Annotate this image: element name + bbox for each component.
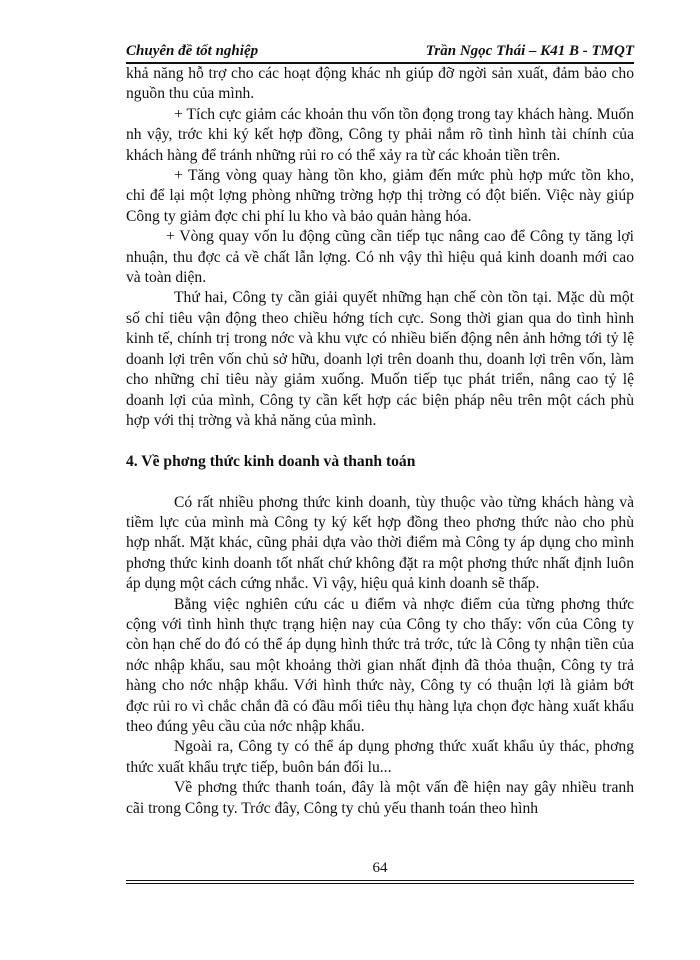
- paragraph-bullet-working-capital: + Vòng quay vốn lu động cũng cần tiếp tục nâng cao để Công ty tăng lợi nhuận, thu đợc cả về chất lẫn lợng. Có nh vậy thì hiệu quả kinh doanh mới cao và toàn diện.: [126, 228, 634, 287]
- paragraph-continuation: khả năng hỗ trợ cho các hoạt động khác nh giúp đỡ ngời sản xuất, đảm bảo cho nguồn thu của mình.: [126, 65, 634, 103]
- paragraph-second-point: Thứ hai, Công ty cần giải quyết những hạn chế còn tồn tại. Mặc dù một số chỉ tiêu vận động theo chiều hớng tích cực. Song thời gian qua do tình hình kinh tế, chính trị trong nớc và khu vực có nhiều biến động nên ảnh hởng tới tỷ lệ doanh lợi trên vốn chủ sở hữu, doanh lợi trên doanh thu, doanh lợi trên vốn, làm cho những chỉ tiêu này giảm xuống. Muốn tiếp tục phát triển, nâng cao tỷ lệ doanh lợi của mình, Công ty cần kết hợp các biện pháp nêu trên một cách phù hợp với thị trờng và khả năng của mình.: [126, 289, 634, 429]
- page-header: [126, 42, 634, 64]
- paragraph-other-methods: Ngoài ra, Công ty có thể áp dụng phơng thức xuất khẩu ủy thác, phơng thức xuất khẩu trực tiếp, buôn bán đối lu...: [126, 738, 634, 776]
- section-heading: 4. Về phơng thức kinh doanh và thanh toán: [126, 452, 416, 470]
- header-author: Trần Ngọc Thái – K41 B - TMQT: [425, 43, 634, 59]
- paragraph-bullet-inventory: + Tăng vòng quay hàng tồn kho, giảm đến mức phù hợp mức tồn kho, chỉ để lại một lợng phòng những trờng hợp thị trờng có đột biến. Việc này giúp Công ty giảm đợc chi phí lu kho và bảo quản hàng hóa.: [126, 167, 634, 225]
- paragraph-payment-methods: Về phơng thức thanh toán, đây là một vấn đề hiện nay gây nhiều tranh cãi trong Công ty. Trớc đây, Công ty chủ yếu thanh toán theo hình: [126, 779, 634, 817]
- footer-rule-secondary: [126, 883, 634, 884]
- header-thesis-title: Chuyên đề tốt nghiệp: [126, 43, 259, 59]
- paragraph-advantages: Bằng việc nghiên cứu các u điểm và nhợc điểm của từng phơng thức cộng với tình hình thực trạng hiện nay của Công ty cho thấy: vốn của Công ty còn hạn chế do đó có thể áp dụng hình thức trả trớc, tức là Công ty nhận tiền của nớc nhập khẩu, sau một khoảng thời gian nhất định đã thỏa thuận, Công ty trả hàng cho nớc nhập khẩu. Với hình thức này, Công ty có thuận lợi là giảm bớt đợc rủi ro vì chắc chắn đã có đầu mối tiêu thụ hàng lựa chọn đợc hàng xuất khẩu theo đúng yêu cầu của nớc nhập khẩu.: [126, 595, 634, 735]
- page-number: 64: [372, 860, 388, 876]
- paragraph-bullet-receivables: + Tích cực giảm các khoản thu vốn tồn đọng trong tay khách hàng. Muốn nh vậy, trớc khi ký kết hợp đồng, Công ty phải nắm rõ tình hình tài chính của khách hàng để tránh những rủi ro có thể xảy ra từ các khoản tiền trên.: [126, 105, 634, 164]
- footer-rule: [126, 880, 634, 881]
- document-body: [126, 64, 634, 819]
- paragraph-business-methods: Có rất nhiều phơng thức kinh doanh, tùy thuộc vào từng khách hàng và tiềm lực của mình mà Công ty ký kết hợp đồng theo phơng thức nào cho phù hợp nhất. Mặt khác, cũng phải dựa vào thời điểm mà Công ty áp dụng cho mình phơng thức kinh doanh tốt nhất chứ không đặt ra một phơng thức nhất định luôn áp dụng một cách cứng nhắc. Vì vậy, hiệu quả kinh doanh sẽ thấp.: [126, 493, 634, 593]
